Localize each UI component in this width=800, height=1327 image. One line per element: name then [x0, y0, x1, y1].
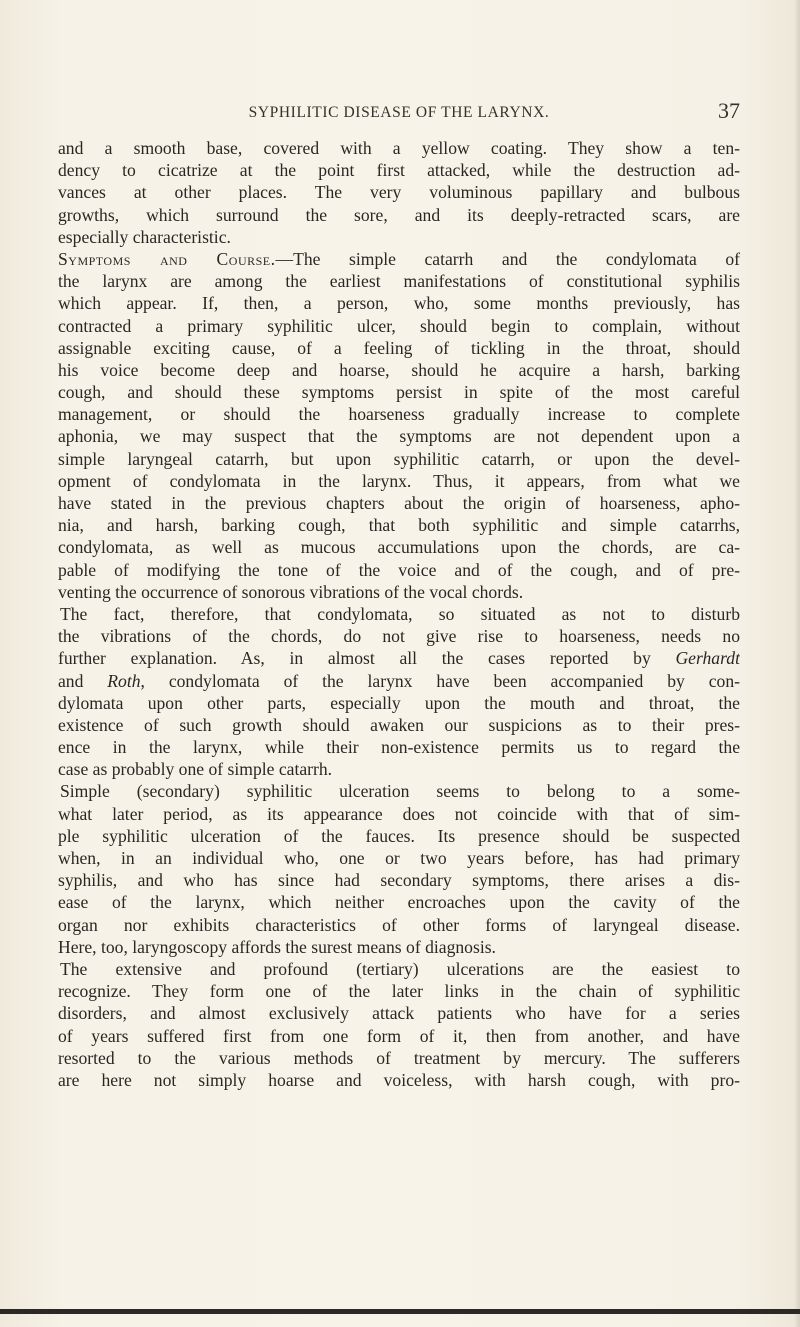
text-line: aphonia, we may suspect that the symptoms are not dependent upon a: [58, 426, 740, 447]
page-number: 37: [718, 98, 740, 123]
text-line: recognize. They form one of the later links in the chain of syphilitic: [58, 981, 740, 1002]
text-line: Here, too, laryngoscopy affords the surest means of diagnosis.: [58, 936, 496, 957]
text-line: ence in the larynx, while their non-existence permits us to regard the: [58, 737, 740, 758]
text-line: growths, which surround the sore, and its deeply-retracted scars, are: [58, 204, 740, 225]
text-line: assignable exciting cause, of a feeling of tickling in the throat, should: [58, 337, 740, 358]
bottom-edge-rule: [0, 1309, 800, 1314]
page-edge-shadow: [794, 0, 800, 1327]
text-line: are here not simply hoarse and voiceless, with harsh cough, with pro-: [58, 1069, 740, 1090]
text-line: resorted to the various methods of treatment by mercury. The sufferers: [58, 1047, 740, 1068]
text-line: existence of such growth should awaken our suspicions as to their pres-: [58, 714, 740, 735]
text-line: and Roth, condylomata of the larynx have been accompanied by con-: [58, 670, 740, 691]
text-line: pable of modifying the tone of the voice and of the cough, and of pre-: [58, 559, 740, 580]
text-line: and a smooth base, covered with a yellow coating. They show a ten-: [58, 138, 740, 158]
text-line: which appear. If, then, a person, who, some months previously, has: [58, 293, 740, 314]
text-line: contracted a primary syphilitic ulcer, should begin to complain, without: [58, 315, 740, 336]
text-line: his voice become deep and hoarse, should he acquire a harsh, barking: [58, 359, 740, 380]
text-line: when, in an individual who, one or two years before, has had primary: [58, 848, 740, 868]
text-line: especially characteristic.: [58, 226, 231, 247]
section-line-rest: —The simple catarrh and the condylomata of: [275, 248, 740, 269]
text-line: the larynx are among the earliest manifestations of constitutional syphilis: [58, 271, 740, 292]
italic-name: Roth: [107, 670, 141, 691]
text-line: Simple (secondary) syphilitic ulceration seems to belong to a some-: [60, 781, 740, 802]
text-line: case as probably one of simple catarrh.: [58, 759, 333, 780]
text-line: what later period, as its appearance does not coincide with that of sim-: [58, 803, 740, 824]
text-line: condylomata, as well as mucous accumulations upon the chords, are ca-: [58, 537, 740, 558]
text-line: ease of the larynx, which neither encroaches upon the cavity of the: [58, 892, 740, 913]
text-line: of years suffered first from one form of it, then from another, and have: [58, 1025, 740, 1046]
body-text: [58, 137, 740, 1091]
text-line: nia, and harsh, barking cough, that both syphilitic and simple catarrhs,: [58, 515, 740, 536]
text-line: syphilis, and who has since had secondary symptoms, there arises a dis-: [58, 870, 740, 891]
text-line: ple syphilitic ulceration of the fauces. Its presence should be suspected: [58, 825, 740, 846]
text-line: disorders, and almost exclusively attack patients who have for a series: [58, 1003, 740, 1024]
text-line: dency to cicatrize at the point first attacked, while the destruction ad-: [58, 160, 740, 181]
text-line: venting the occurrence of sonorous vibrations of the vocal chords.: [58, 581, 524, 602]
text-line: further explanation. As, in almost all the cases reported by Gerhardt: [58, 648, 740, 669]
text-line: dylomata upon other parts, especially upon the mouth and throat, the: [58, 692, 740, 713]
running-title: SYPHILITIC DISEASE OF THE LARYNX.: [248, 104, 550, 121]
text-line: have stated in the previous chapters about the origin of hoarseness, apho-: [58, 493, 740, 513]
text-line: the vibrations of the chords, do not give rise to hoarseness, needs no: [58, 626, 740, 647]
text-line: organ nor exhibits characteristics of other forms of laryngeal disease.: [58, 914, 740, 935]
section-line: [58, 248, 740, 270]
text-line: The extensive and profound (tertiary) ulcerations are the easiest to: [60, 958, 740, 979]
text-line: cough, and should these symptoms persist in spite of the most careful: [58, 382, 740, 403]
text-line: The fact, therefore, that condylomata, so situated as not to disturb: [60, 603, 740, 624]
section-heading: Symptoms and Course.: [58, 248, 276, 269]
text-line: management, or should the hoarseness gradually increase to complete: [58, 404, 740, 425]
text-line: simple laryngeal catarrh, but upon syphilitic catarrh, or upon the devel-: [58, 448, 740, 469]
italic-name: Gerhardt: [675, 648, 740, 669]
text-line: opment of condylomata in the larynx. Thus, it appears, from what we: [58, 470, 740, 491]
running-head: [58, 96, 740, 132]
text-line: vances at other places. The very voluminous papillary and bulbous: [58, 182, 740, 203]
